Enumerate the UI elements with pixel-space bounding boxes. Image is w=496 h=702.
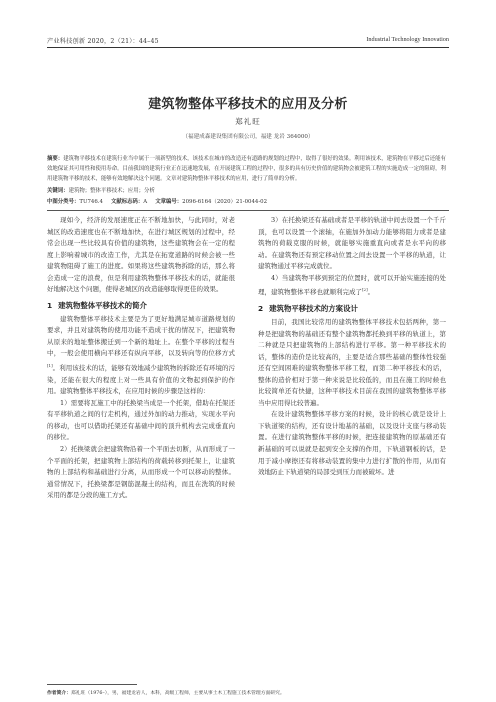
doc-code-label: 文献标志码： xyxy=(110,199,144,205)
step-paragraph-3: 3）在托换梁还有基础或者是平移的轨道中间去设置一个千斤顶，也可以设置一个滚轴，在施加外加动力能够将阻力或者是建筑物的荷载克服的时候，就能够实施重直向或者是水平向的移动。在建筑物还有预定移动位置之间去设置一个平移的轨道，让建筑物通过平移完成就位。 xyxy=(258,216,446,271)
section-title: 建筑物整体平移技术的简介 xyxy=(58,300,147,310)
abstract-label: 摘要： xyxy=(47,156,64,162)
footnote-rule xyxy=(47,684,137,685)
article-number-label: 文章编号： xyxy=(155,199,183,205)
footnote-label: 作者简介： xyxy=(47,691,71,696)
footnote-text: 郑礼旺（1976–），男，福建龙岩人，本科，高级工程师，主要从事土木工程施工技术管理方面研究。 xyxy=(71,691,285,696)
article-title: 建筑物整体平移技术的应用及分析 xyxy=(148,97,348,112)
right-column xyxy=(258,215,446,479)
author-footnote xyxy=(47,689,449,696)
header-rule xyxy=(47,47,449,48)
intro-paragraph: 现如今，经济的发展速度正在不断地加快，与此同时，对老城区的改造速度也在不断地加快，在进行城区规划的过程中，经常会出现一些比较具有价值的建筑物，这些建筑物会在一定的程度上影响着城市的改造工作，尤其是在拓宽道路的时候会被一些建筑物阻碍了施工的进度。如果将这些建筑物拆除的话，那么将会造成一定的浪费，但是利用建筑物整体平移技术的话，就能很好地解决这个问题，使得老城区的改造能够取得更佳的效果。 xyxy=(47,216,235,294)
step-paragraph-4: 4）当建筑物平移到预定的位置时，就可以开始实施连接的处理，建筑物整体平移也就顺利完成了[2]。 xyxy=(258,273,446,297)
step-paragraph-1: 1）需要将瓦施工中的托换梁当成是一个托架，借助在托架还有平移轨道之间的行走机构，通过外加的动力推动，实现水平向的移动，也可以借助托架还有基础中间的顶升机构去完成垂直向的移位。 xyxy=(47,398,235,442)
author-affiliation: （福建成森建设集团有限公司，福建 龙岩 364000） xyxy=(182,134,314,140)
citation-ref: [1] xyxy=(47,363,53,369)
section-title: 建筑物平移技术的方案设计 xyxy=(269,303,358,313)
section-heading-1 xyxy=(47,299,235,312)
abstract xyxy=(47,154,449,185)
section-heading-2 xyxy=(258,302,446,315)
doc-code-value: A xyxy=(143,199,148,205)
citation-ref: [2] xyxy=(362,287,368,293)
keywords-label: 关键词： xyxy=(47,188,69,194)
clc-value: TU746.4 xyxy=(79,199,103,205)
clc-label: 中图分类号： xyxy=(47,199,80,205)
section-number: 1 xyxy=(47,300,53,310)
body-paragraph: 建筑物整体平移技术主要是为了更好地满足城市道路规划的要求，并且对建筑物的使用功能不造成干扰的情况下，把建筑物从原来的地址整体搬迁到一个新的地址上。在整个平移的过程当中，一般会使用横向平移还有纵向平移，以及转向等的位移方式[1]。利用该技术的话，能够有效地减少建筑物的拆除还有环境的污染，还能在很大的程度上对一些具有价值的文物起到保护的作用。建筑物整体平移技术，在应用时候的步骤是这样的： xyxy=(47,314,235,396)
body-paragraph: 目前，我国比较常用的建筑物整体平移技术包括两种，第一种是把建筑物的基础还有整个建筑物都托换到平移的轨道上，第二种就是只把建筑物的上部结构进行平移。第一种平移技术的话，整体的造价是比较高的，主要是适合那些基础的整体性较强还有空间困难的建筑物整体平移工程，而第二种平移技术的话，整体的造价相对于第一种来说是比较低的，而且在施工的时候也比较简单还有快捷，这种平移技术目前在我国的建筑物整体平移当中应用得比较普遍。 xyxy=(258,317,446,407)
step-paragraph-2: 2）托换梁就会把建筑物沿着一个平面去切断，从而形成了一个平面的托架，把建筑物上部结构的荷载转移到托架上，让建筑物的上部结构和基础进行分离，从而形成一个可以移动的整体。通常情况下，托换梁都是钢筋混凝土的结构，而且在洗筑的时候采用的都是分段的施工方式。 xyxy=(47,445,235,500)
section-number: 2 xyxy=(258,303,264,313)
section-rule xyxy=(47,210,449,211)
abstract-text: 建筑物平移技术在建筑行业当中属于一项新型的技术，该技术在城市的改造还有道路的规划的过程中，取得了很好的效果。利用该技术，建筑物在平移过后还能有效地保证其可用性和使用寿命。目前我国的建筑行业正在迅速地发展，在开展建筑工程的过程中，很多的具有历史价值的建筑物会被建筑工程的实施造成一定的阻碍，利用建筑物平移的技术，能够有效地解决这个问题。文章对建筑物整体平移技术的应用，进行了简单的分析。 xyxy=(47,156,446,183)
keywords xyxy=(47,186,449,194)
keywords-text: 建筑物；整体平移技术；应用；分析 xyxy=(68,188,155,194)
left-column xyxy=(47,215,235,502)
classification-line xyxy=(47,197,449,205)
author-name: 郑礼旺 xyxy=(235,117,261,126)
journal-name-english: Industrial Technology Innovation xyxy=(366,36,449,43)
body-paragraph: 在设计建筑物整体平移方案的时候，设计的核心就是设计上下轨道梁的结构，还有设计地基的基础，以及设计支座与移动装置。在进行建筑物整体平移的时候，把连接建筑物的原基础还有新基础的可以说就是起到安全支撑的作用，下轨道钢板的话，是用于减小摩擦还有将移动装置的集中力进行扩散的作用，从而有效地防止下轨道梁的局部受到压力而被破坏。进 xyxy=(258,410,446,477)
journal-issue-info: 产业科技创新 2020，2（21）：44–45 xyxy=(47,38,159,45)
article-number-value: 2096-6164（2020）21-0044-02 xyxy=(182,199,268,205)
